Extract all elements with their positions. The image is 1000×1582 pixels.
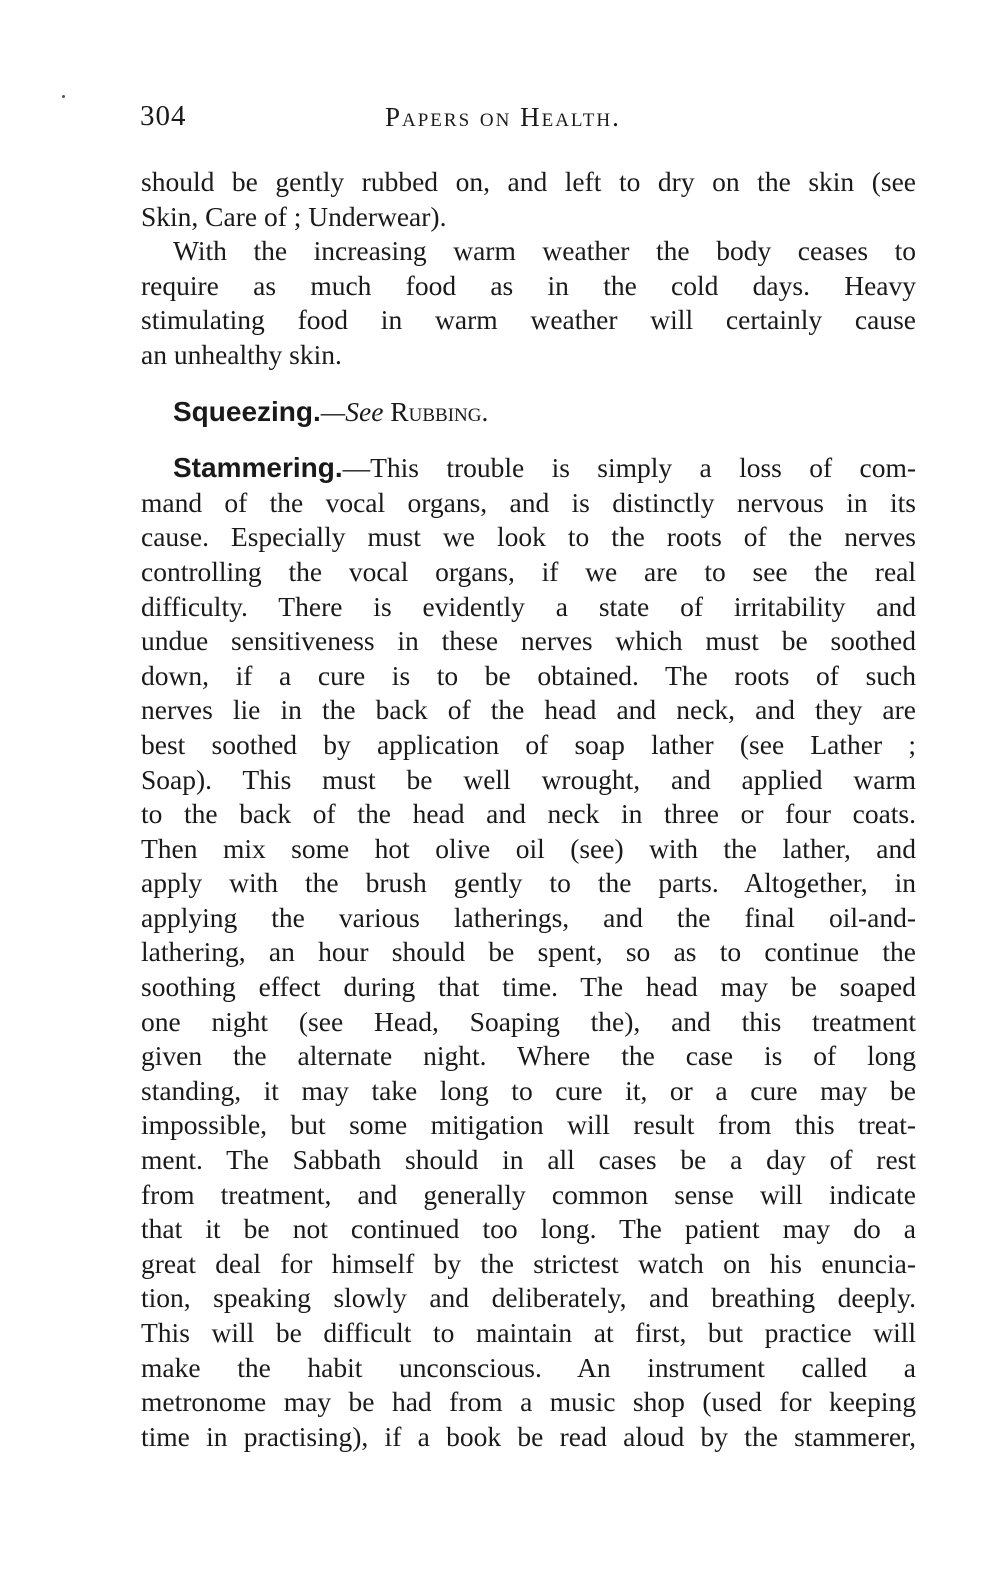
entry-headword: Stammering. [173, 452, 343, 484]
text-line: soothing effect during that time. The head may be soaped [141, 971, 916, 1003]
cross-ref-prefix: —See [320, 395, 384, 427]
text-line [141, 451, 916, 486]
text-line: Skin, Care of ; Underwear). [141, 200, 447, 232]
text-line: one night (see Head, Soaping the), and this treatment [141, 1005, 916, 1037]
entry-headword: Squeezing. [173, 395, 321, 427]
page-header [140, 100, 920, 140]
text-line: lathering, an hour should be spent, so as to continue the [141, 936, 916, 968]
text-line: Then mix some hot olive oil (see) with the lather, and [141, 832, 916, 864]
text-line: that it be not continued too long. The patient may do a [141, 1213, 916, 1245]
text-line: an unhealthy skin. [141, 338, 342, 370]
text-line: tion, speaking slowly and deliberately, and breathing deeply. [141, 1282, 916, 1314]
text-line: require as much food as in the cold days. Heavy [141, 269, 916, 301]
entry-squeezing [141, 395, 916, 430]
body-text [141, 165, 916, 1454]
text-line: should be gently rubbed on, and left to dry on the skin (see [141, 166, 916, 197]
text-line: down, if a cure is to be obtained. The roots of such [141, 659, 916, 691]
paragraph [141, 234, 916, 372]
text-line: cause. Especially must we look to the roots of the nerves [141, 521, 916, 553]
text-line: nerves lie in the back of the head and neck, and they are [141, 694, 916, 726]
text-line: to the back of the head and neck in three or four coats. [141, 798, 916, 830]
text-line: controlling the vocal organs, if we are to see the real [141, 555, 916, 587]
stray-ink-mark [62, 95, 65, 98]
text-line: Soap). This must be well wrought, and applied warm [141, 763, 916, 795]
text-line: ment. The Sabbath should in all cases be a day of rest [141, 1144, 916, 1176]
text-line: best soothed by application of soap lather (see Lather ; [141, 728, 916, 760]
text-line: great deal for himself by the strictest watch on his enuncia- [141, 1247, 916, 1279]
page-number: 304 [140, 100, 187, 132]
text-line: standing, it may take long to cure it, or a cure may be [141, 1074, 916, 1106]
text-line: This will be difficult to maintain at first, but practice will [141, 1317, 916, 1348]
text-line [141, 395, 916, 430]
cross-reference: Rubbing. [390, 395, 489, 427]
text-line: applying the various latherings, and the final oil-and- [141, 901, 916, 933]
text-line: metronome may be had from a music shop (used for keeping [141, 1386, 916, 1418]
entry-stammering [141, 451, 916, 1454]
text-line: stimulating food in warm weather will certainly cause [141, 304, 916, 336]
text-line: from treatment, and generally common sense will indicate [141, 1178, 916, 1210]
text-line: undue sensitiveness in these nerves which must be soothed [141, 625, 916, 657]
text-line: mand of the vocal organs, and is distinctly nervous in its [141, 486, 916, 518]
text-line: time in practising), if a book be read aloud by the stammerer, [141, 1420, 916, 1452]
text-line: impossible, but some mitigation will result from this treat- [141, 1109, 916, 1141]
text-line: difficulty. There is evidently a state of irritability and [141, 590, 916, 622]
text-line: given the alternate night. Where the case is of long [141, 1040, 916, 1072]
entry-text: —This trouble is simply a loss of com- [342, 452, 916, 484]
text-line: With the increasing warm weather the body ceases to [173, 235, 916, 267]
paragraph-continuation [141, 165, 916, 234]
running-head: Papers on Health. [385, 102, 621, 132]
text-line: make the habit unconscious. An instrument called a [141, 1351, 916, 1383]
text-line: apply with the brush gently to the parts. Altogether, in [141, 867, 916, 899]
